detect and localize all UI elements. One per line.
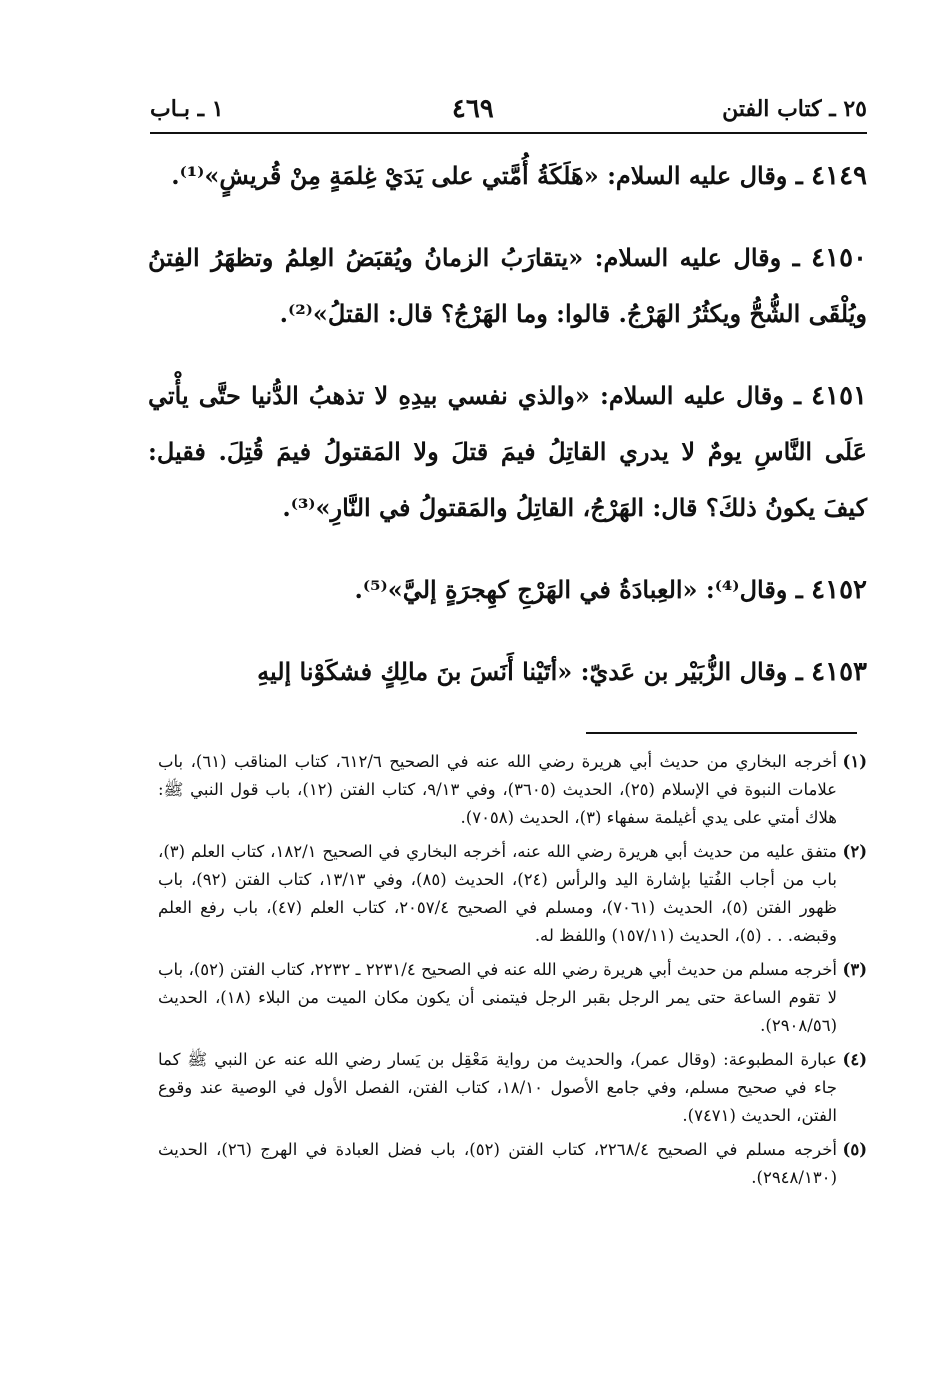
header-rule bbox=[150, 132, 867, 134]
footnote-marker: (٢) bbox=[842, 842, 867, 861]
header-chapter: ٢٥ ـ كتاب الفتن bbox=[722, 96, 867, 122]
footnote-marker: (٥) bbox=[842, 1140, 867, 1159]
hadith-4153 bbox=[148, 644, 867, 700]
main-text bbox=[148, 148, 867, 700]
hadith-number: ٤١٥١ bbox=[811, 381, 867, 411]
footnote-marker: (١) bbox=[842, 752, 867, 771]
hadith-number: ٤١٥٣ bbox=[811, 657, 867, 687]
footnote-4 bbox=[158, 1046, 867, 1130]
footnotes bbox=[158, 748, 867, 1198]
footnote-text: أخرجه مسلم من حديث أبي هريرة رضي الله عنه في الصحيح ٢٢٣١/٤ ـ ٢٢٣٢، كتاب الفتن (٥٢)، باب لا تقوم الساعة حتى يمر الرجل بقبر الرجل فيتمنى أن يكون مكان الميت من البلاء (١٨)، الحديث (٢٩٠٨/٥٦). bbox=[158, 960, 837, 1035]
footnote-1 bbox=[158, 748, 867, 832]
footnote-text: عبارة المطبوعة: (وقال عمر)، والحديث من رواية مَعْقِل بن يَسار رضي الله عنه عن النبي ﷺ كما جاء في صحيح مسلم، وفي جامع الأصول ١٨/١٠، كتاب الفتن، الفصل الأول في الوصية عند وقوع الفتن، الحديث (٧٤٧١). bbox=[158, 1050, 837, 1125]
footnote-marker: (٣) bbox=[842, 960, 867, 979]
footnote-text: أخرجه البخاري من حديث أبي هريرة رضي الله عنه في الصحيح ٦١٢/٦، كتاب المناقب (٦١)، باب علامات النبوة في الإسلام (٢٥)، الحديث (٣٦٠٥)، وفي ٩/١٣، كتاب الفتن (١٢)، باب قول النبي ﷺ: هلاك أمتي على يدي أغيلمة سفهاء (٣)، الحديث (٧٠٥٨). bbox=[158, 752, 838, 827]
hadith-number: ٤١٥٠ bbox=[811, 243, 867, 273]
footnote-5 bbox=[158, 1136, 867, 1192]
header-section: ١ ـ بـاب bbox=[150, 96, 224, 122]
footnote-separator bbox=[586, 732, 857, 734]
hadith-4149 bbox=[148, 148, 867, 204]
hadith-text: ـ وقال عليه السلام: «والذي نفسي بيدِهِ لا تذهبُ الدُّنيا حتَّى يأْتي عَلَى النَّاسِ يومٌ لا يدري القاتِلُ فيمَ قتلَ ولا المَقتولُ فيمَ قُتِلَ. فقيل: كيفَ يكونُ ذلكَ؟ قال: الهَرْجُ، القاتِلُ والمَقتولُ في النَّارِ»⁽³⁾. bbox=[148, 381, 867, 522]
hadith-4152 bbox=[148, 562, 867, 618]
footnote-2 bbox=[158, 838, 867, 950]
footnote-marker: (٤) bbox=[842, 1050, 867, 1069]
hadith-4151 bbox=[148, 368, 867, 536]
page-number: ٤٦٩ bbox=[451, 94, 494, 124]
hadith-text: ـ وقال عليه السلام: «يتقارَبُ الزمانُ ويُقبَضُ العِلمُ وتظهَرُ الفِتنُ ويُلْقَى الشُّحُّ ويكثُرُ الهَرْجُ. قالوا: وما الهَرْجُ؟ قال: القتلُ»⁽²⁾. bbox=[148, 243, 867, 328]
footnote-text: أخرجه مسلم في الصحيح ٢٢٦٨/٤، كتاب الفتن (٥٢)، باب فضل العبادة في الهرج (٢٦)، الحديث (٢٩٤٨/١٣٠). bbox=[158, 1140, 837, 1187]
hadith-4150 bbox=[148, 230, 867, 342]
hadith-number: ٤١٤٩ bbox=[811, 161, 867, 191]
hadith-text: ـ وقال عليه السلام: «هَلَكَةُ أُمَّتي على يَدَيْ غِلمَةٍ مِنْ قُريشٍ»⁽¹⁾. bbox=[171, 161, 803, 190]
hadith-number: ٤١٥٢ bbox=[811, 575, 867, 605]
running-header bbox=[150, 92, 867, 126]
hadith-text: ـ وقال⁽⁴⁾: «العِبادَةُ في الهَرْجِ كهِجرَةٍ إليَّ»⁽⁵⁾. bbox=[354, 575, 803, 604]
footnote-3 bbox=[158, 956, 867, 1040]
hadith-text: ـ وقال الزُّبَيْر بن عَديّ: «أتَيْنا أَنَسَ بنَ مالِكٍ فشكَوْنا إليهِ bbox=[257, 657, 803, 686]
footnote-text: متفق عليه من حديث أبي هريرة رضي الله عنه، أخرجه البخاري في الصحيح ١٨٢/١، كتاب العلم (٣)، باب من أجاب الفُتيا بإشارة اليد والرأس (٢٤)، الحديث (٨٥)، وفي ١٣/١٣، كتاب الفتن (٩٢)، باب ظهور الفتن (٥)، الحديث (٧٠٦١)، ومسلم في الصحيح ٢٠٥٧/٤، كتاب العلم (٤٧)، باب رفع العلم وقبضه. . . (٥)، الحديث (١٥٧/١١) واللفظ له. bbox=[158, 842, 837, 945]
